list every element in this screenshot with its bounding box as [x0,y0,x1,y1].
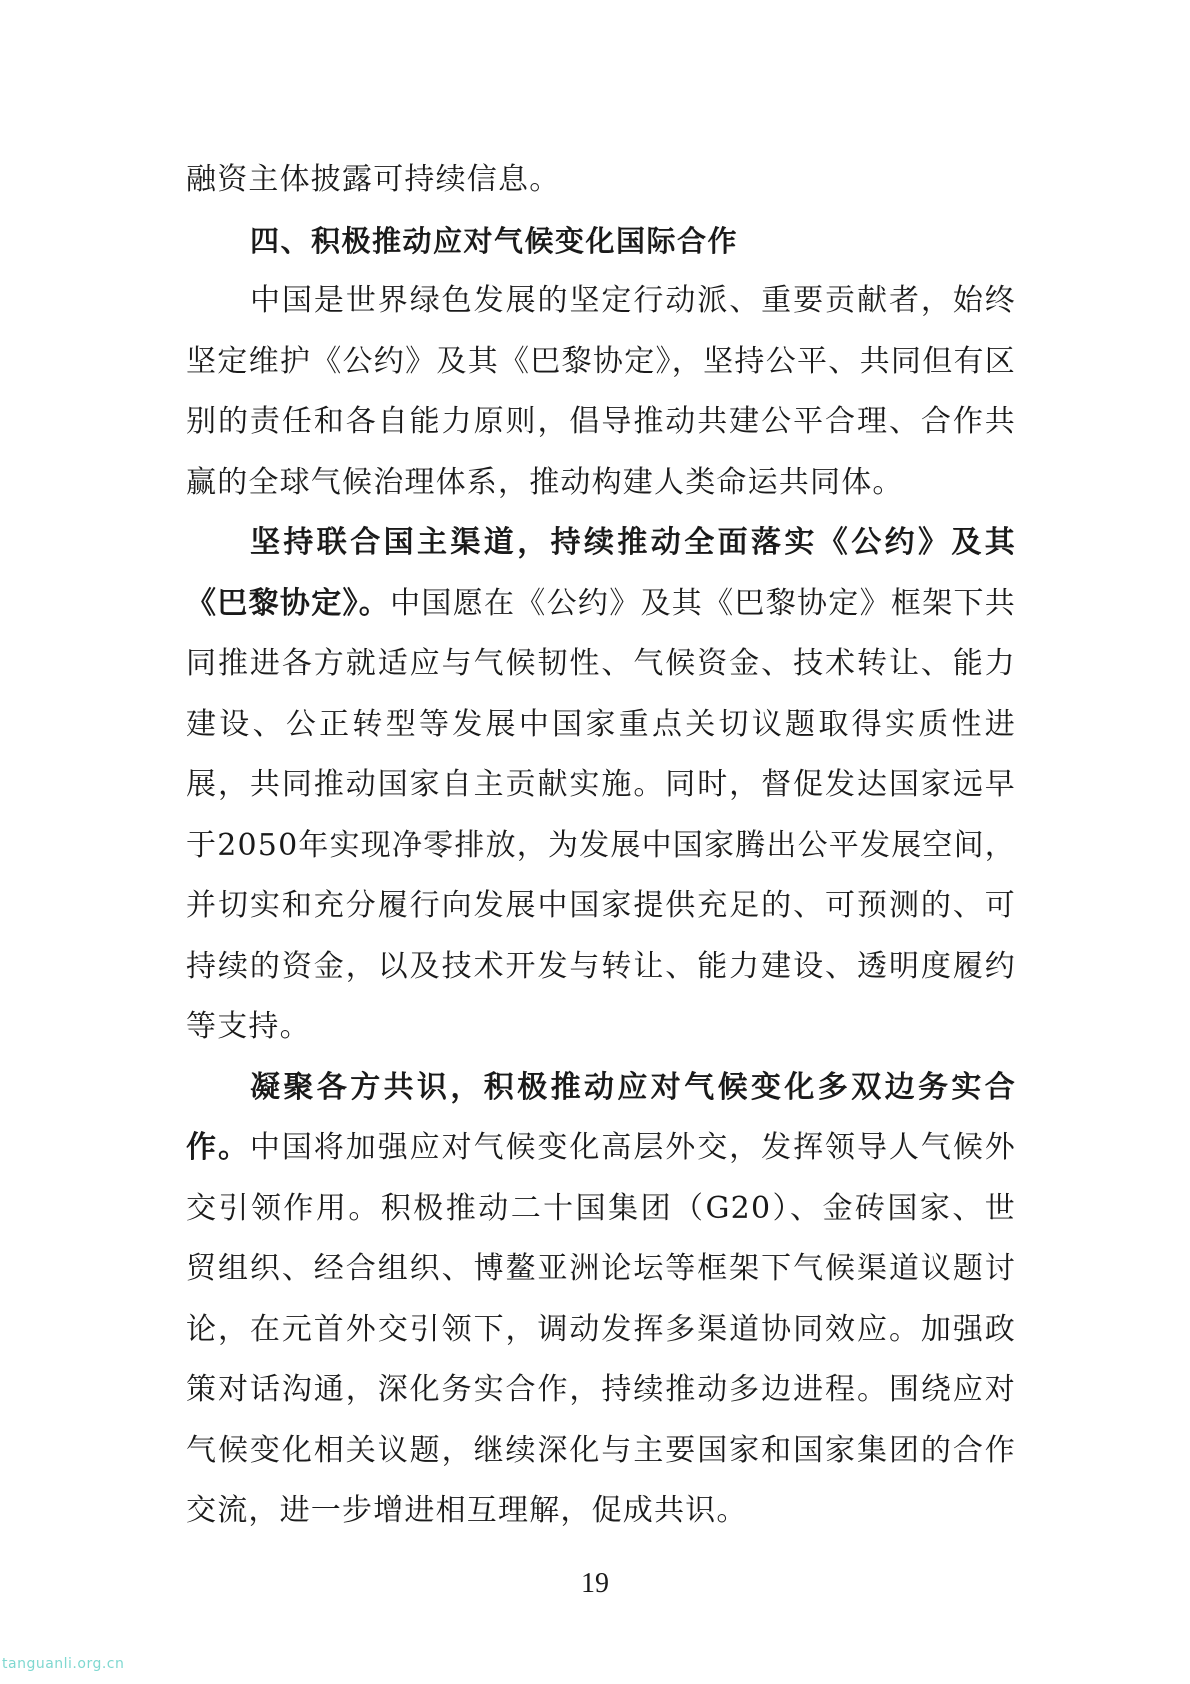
paragraph-text: 中国是世界绿色发展的坚定行动派、重要贡献者，始终坚定维护《公约》及其《巴黎协定》，坚持公平、共同但有区别的责任和各自能力原则，倡导推动共建公平合理、合作共赢的全球气候治理体系，推动构建人类命运共同体。 [186,283,1016,500]
paragraph-consensus [186,1058,1016,1542]
watermark-text: tanguanli.org.cn [2,1656,125,1672]
paragraph-continuation [186,150,1016,211]
paragraph-text: 中国愿在《公约》及其《巴黎协定》框架下共同推进各方就适应与气候韧性、气候资金、技术转让、能力建设、公正转型等发展中国家重点关切议题取得实质性进展，共同推动国家自主贡献实施。同时，督促发达国家远早于2050年实现净零排放，为发展中国家腾出公平发展空间，并切实和充分履行向发展中国家提供充足的、可预测的、可持续的资金，以及技术开发与转让、能力建设、透明度履约等支持。 [186,585,1017,1044]
paragraph-un-channel [186,513,1016,1058]
paragraph-text: 融资主体披露可持续信息。 [186,162,561,197]
document-body [186,150,1016,1542]
paragraph-lead: 坚持联合国主渠道，持续推动全面落实《公约》及其《巴黎协定》。 [186,525,1016,621]
paragraph-intro [186,271,1016,513]
paragraph-text: 中国将加强应对气候变化高层外交，发挥领导人气候外交引领作用。积极推动二十国集团（G20）、金砖国家、世贸组织、经合组织、博鳌亚洲论坛等框架下气候渠道议题讨论，在元首外交引领下，调动发挥多渠道协同效应。加强政策对话沟通，深化务实合作，持续推动多边进程。围绕应对气候变化相关议题，继续深化与主要国家和国家集团的合作交流，进一步增进相互理解，促成共识。 [186,1130,1016,1528]
paragraph-lead: 凝聚各方共识，积极推动应对气候变化多双边务实合作。 [186,1069,1016,1165]
page-number: 19 [581,1568,609,1599]
section-heading: 四、积极推动应对气候变化国际合作 [250,223,739,258]
